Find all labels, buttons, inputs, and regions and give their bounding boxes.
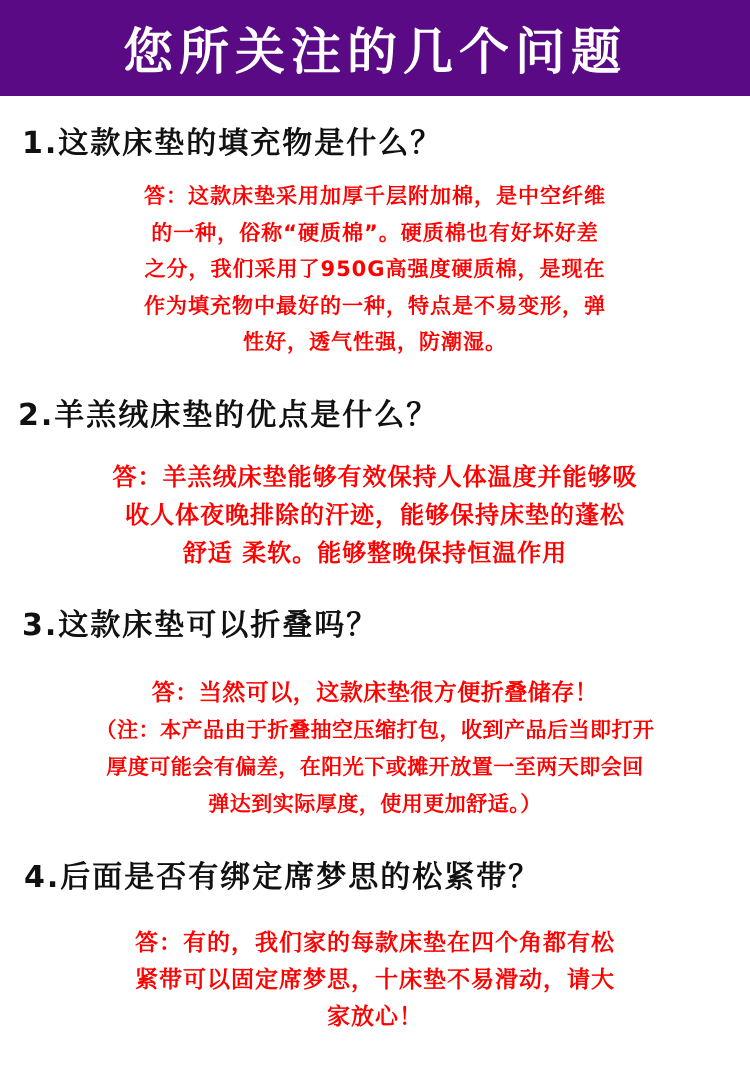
header-banner [0, 0, 750, 96]
faq-question-3: 3.这款床垫可以折叠吗？ [22, 608, 379, 643]
faq-question-4: 4.后面是否有绑定席梦思的松紧带？ [24, 860, 541, 895]
answer-line: 弹达到实际厚度，使用更加舒适。） [208, 792, 542, 816]
faq-answer-4 [0, 925, 750, 1036]
answer-line: 家放心！ [327, 1004, 423, 1030]
answer-line: 舒适 柔软。能够整晚保持恒温作用 [182, 539, 568, 567]
answer-line: 性好，透气性强，防潮湿。 [243, 330, 507, 354]
answer-line: 作为填充物中最好的一种，特点是不易变形，弹 [144, 293, 606, 318]
answer-line: 收人体夜晚排除的汗迹，能够保持床垫的蓬松 [125, 501, 625, 529]
answer-line: 紧带可以固定席梦思，十床垫不易滑动，请大 [135, 967, 615, 993]
faq-answer-3 [0, 675, 750, 823]
page-title: 您所关注的几个问题 [123, 23, 627, 81]
answer-line: 答：有的，我们家的每款床垫在四个角都有松 [135, 930, 615, 956]
faq-question-1: 1.这款床垫的填充物是什么？ [22, 126, 443, 161]
faq-answer-1 [0, 178, 750, 361]
answer-line: 答：当然可以，这款床垫很方便折叠储存！ [151, 680, 599, 706]
answer-line: （注：本产品由于折叠抽空压缩打包，收到产品后当即打开 [95, 718, 655, 742]
answer-line: 之分，我们采用了950G高强度硬质棉，是现在 [144, 257, 606, 281]
answer-line: 厚度可能会有偏差，在阳光下或摊开放置一至两天即会回 [106, 755, 644, 779]
answer-line: 的一种，俗称“硬质棉”。硬质棉也有好坏好差 [151, 220, 599, 245]
faq-answer-2 [0, 458, 750, 572]
faq-question-2: 2.羊羔绒床垫的优点是什么？ [18, 398, 439, 433]
answer-line: 答：羊羔绒床垫能够有效保持人体温度并能够吸 [112, 463, 638, 491]
answer-line: 答：这款床垫采用加厚千层附加棉，是中空纤维 [144, 184, 606, 208]
